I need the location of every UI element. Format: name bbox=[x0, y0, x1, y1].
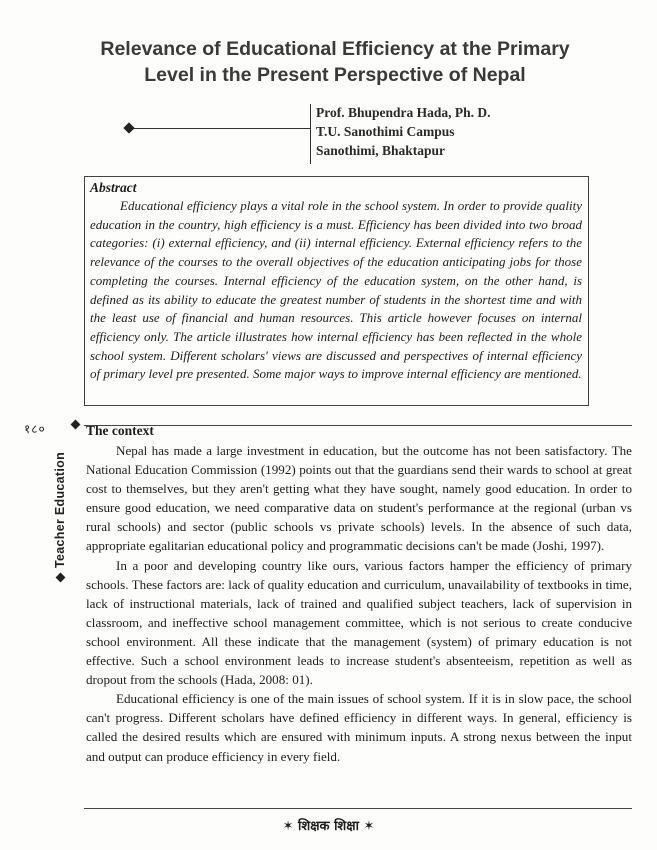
diamond-bullet-icon bbox=[123, 122, 134, 133]
author-location: Sanothimi, Bhaktapur bbox=[316, 143, 446, 158]
author-divider bbox=[310, 104, 311, 164]
section-heading: The context bbox=[86, 423, 154, 438]
author-block bbox=[316, 103, 491, 160]
top-rule bbox=[84, 425, 632, 426]
body-text bbox=[86, 441, 632, 766]
article-title-line-1: Relevance of Educational Efficiency at the Primary bbox=[100, 38, 570, 60]
abstract-box bbox=[84, 176, 589, 406]
article-title-line-2: Level in the Present Perspective of Nepal bbox=[144, 64, 526, 86]
paragraph: Educational efficiency is one of the main issues of school system. If it is in slow pace, the school can't progress. Different scholars have defined efficiency in different ways. In general, efficiency is called the desired results which are ensured with minimum inputs. A strong nexus between the input and output can produce efficiency in every field. bbox=[86, 691, 632, 764]
abstract-text: Educational efficiency plays a vital role in the school system. In order to provide quality education in the country, high efficiency is a must. Efficiency has been divided into two broad categories: (i) external efficiency, and (ii) internal efficiency. External efficiency refers to the relevance of the courses to the overall objectives of the education anticipating jobs for those completing the courses. Internal efficiency of the education system, on the other hand, is defined as its ability to educate the greatest number of students in the shortest time and with the least use of financial and human resources. This article however focuses on internal efficiency only. The article illustrates how internal efficiency has been reflected in the whole school system. Different scholars' views are discussed and perspectives of internal efficiency of primary level pre presented. Some major ways to improve internal efficiency are mentioned. bbox=[90, 198, 582, 382]
diamond-bullet-icon bbox=[56, 573, 66, 583]
page-number: १८० bbox=[24, 422, 46, 436]
journal-name-text: Teacher Education bbox=[53, 451, 67, 569]
diamond-bullet-icon bbox=[71, 420, 81, 430]
footer-journal-name: ✶ शिक्षक शिक्षा ✶ bbox=[282, 819, 375, 834]
author-affiliation: T.U. Sanothimi Campus bbox=[316, 124, 455, 139]
footer-rule bbox=[84, 808, 632, 809]
article-title bbox=[70, 36, 600, 88]
author-name: Prof. Bhupendra Hada, Ph. D. bbox=[316, 105, 491, 120]
author-pointer-line bbox=[133, 128, 311, 129]
paragraph: In a poor and developing country like ours, various factors hamper the efficiency of primary schools. These factors are: lack of quality education and curriculum, unavailability of textbooks in time, lack of instructional materials, lack of trained and qualified subject teachers, lack of supervision in classroom, and ineffective school management committee, which is not serious to create conducive school environment. All these indicate that the management (system) of primary education is not effective. Such a school environment leads to increase student's absenteeism, repetition as well as dropout from the schools (Hada, 2008: 01). bbox=[86, 557, 632, 688]
abstract-heading: Abstract bbox=[90, 180, 137, 195]
paragraph: Nepal has made a large investment in education, but the outcome has not been satisfactory. The National Education Commission (1992) points out that the guardians send their wards to school at great cost to themselves, but they aren't getting what they have sought, namely good education. In order to ensure good education, we need comparative data on student's performance at the regional (urban vs rural schools) and sector (public schools vs private schools) levels. In the absence of such data, appropriate egalitarian educational policy and programmatic decisions can't be made (Joshi, 1997). bbox=[86, 443, 632, 554]
